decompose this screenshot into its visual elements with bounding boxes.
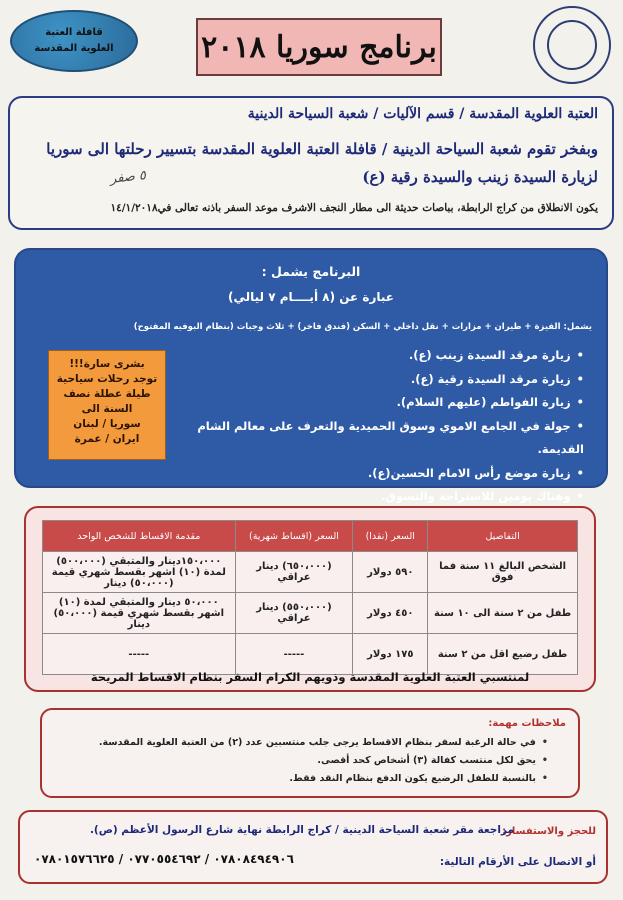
table-cell: ----- <box>43 634 236 675</box>
announcement-line: توجد رحلات سياحية <box>56 373 158 385</box>
program-includes: يشمل: الفيزة + طيران + مزارات + نقل داخلي + السكن (فندق فاخر) + ثلاث وجبات (بنظام البوفيه المفتوح) <box>133 322 592 332</box>
list-item: • زيارة مرقد السيدة زينب (ع). <box>174 344 584 368</box>
announcement-line: ايران / عمرة <box>74 433 140 445</box>
intro-announcement: وبفخر تقوم شعبة السياحة الدينية / قافلة العتبة العلوية المقدسة بتسيير رحلتها الى سوريا <box>46 140 598 158</box>
list-item: • جولة في الجامع الاموي وسوق الحميدية والتعرف على معالم الشام القديمة. <box>174 415 584 462</box>
list-item: • يحق لكل منتسب كفالة (٣) أشخاص كحد أقصى. <box>58 752 548 770</box>
list-item: • زيارة موضع رأس الامام الحسين(ع). <box>174 462 584 486</box>
handwritten-note: ٥ صفر <box>109 168 147 187</box>
booking-address: مراجعة مقر شعبة السياحة الدينية / كراج الرابطة نهاية شارع الرسول الأعظم (ص). <box>89 824 514 836</box>
list-item: • في حالة الرغبة لسفر بنظام الاقساط يرجى جلب منتسبين عدد (٢) من العتبة العلوية المقدسة. <box>58 734 548 752</box>
booking-label: للحجز والاستفسار: <box>502 826 596 837</box>
announcement-line: طيلة عطلة نصف <box>63 388 151 400</box>
phones-label: أو الاتصال على الأرقام التالية: <box>439 856 596 868</box>
list-item: • بالنسبة للطفل الرضيع يكون الدفع بنظام النقد فقط. <box>58 770 548 788</box>
table-cell: الشخص البالغ ١١ سنة فما فوق <box>428 552 578 593</box>
important-notes-box <box>40 708 580 798</box>
table-row <box>43 634 578 675</box>
table-cell: طفل رضيع اقل من ٢ سنة <box>428 634 578 675</box>
program-box <box>14 248 608 503</box>
announcement-line: بشرى سارة!!! <box>69 358 145 370</box>
table-cell: ٥٩٠ دولار <box>353 552 428 593</box>
intro-department: العتبة العلوية المقدسة / قسم الآليات / شعبة السياحة الدينية <box>247 106 598 122</box>
pricing-box <box>24 506 596 692</box>
table-cell: (٥٥٠،٠٠٠) دينار عراقي <box>235 593 353 634</box>
intro-visit: لزيارة السيدة زينب والسيدة رقية (ع) <box>362 168 598 186</box>
column-header: التفاصيل <box>428 521 578 552</box>
column-header: السعر (اقساط شهرية) <box>235 521 353 552</box>
table-cell: طفل من ٢ سنة الى ١٠ سنة <box>428 593 578 634</box>
column-header: السعر (نقدا) <box>353 521 428 552</box>
table-cell: ----- <box>235 634 353 675</box>
list-item: • زيارة مرقد السيدة رقية (ع). <box>174 368 584 392</box>
announcement-line: سوريا / لبنان <box>73 418 141 430</box>
installment-note: لمنتسبي العتبة العلوية المقدسة وذويهم الكرام السفر بنظام الاقساط المريحة <box>90 670 530 684</box>
table-row <box>43 593 578 634</box>
column-header: مقدمة الاقساط للشخص الواحد <box>43 521 236 552</box>
program-heading: البرنامج يشمل : <box>261 264 361 279</box>
good-news-box <box>48 350 166 460</box>
flyer-title: برنامج سوريا ٢٠١٨ <box>196 18 442 76</box>
notes-list <box>58 734 548 788</box>
caravan-badge <box>10 10 138 72</box>
table-cell: ١٥٠،٠٠٠دينار والمتبقي (٥٠٠،٠٠٠) لمدة (١٠) اشهر بقسط شهري قيمة (٥٠،٠٠٠) دينار <box>43 552 236 593</box>
booking-box <box>18 810 608 884</box>
intro-departure: يكون الانطلاق من كراج الرابطة، بباصات حديثة الى مطار النجف الاشرف موعد السفر باذنه تعالى في١٤/١/٢٠١٨ <box>110 202 598 214</box>
shrine-seal-logo <box>533 6 611 84</box>
program-list <box>174 344 584 509</box>
table-cell: (٦٥٠،٠٠٠) دينار عراقي <box>235 552 353 593</box>
announcement-line: السنة الى <box>81 403 133 415</box>
table-cell: ١٧٥ دولار <box>353 634 428 675</box>
list-item: • زيارة الفواطم (عليهم السلام). <box>174 391 584 415</box>
list-item: • وهناك يومين للاستراحة والتسوق. <box>174 485 584 509</box>
notes-title: ملاحظات مهمة: <box>488 718 566 729</box>
badge-line-1: قافلة العتبة <box>45 27 103 38</box>
badge-line-2: العلوية المقدسة <box>34 43 114 54</box>
phone-numbers: ٠٧٨٠٨٤٩٤٩٠٦ / ٠٧٧٠٥٥٤٦٩٢ / ٠٧٨٠١٥٧٦٦٢٥ <box>34 852 294 866</box>
program-duration: عبارة عن (٨ أيــــام ٧ ليالي) <box>228 290 394 304</box>
table-cell: ٤٥٠ دولار <box>353 593 428 634</box>
table-row <box>43 552 578 593</box>
table-cell: ٥٠،٠٠٠ دينار والمتبقي لمدة (١٠) اشهر بقسط شهري قيمة (٥٠،٠٠٠) دينار <box>43 593 236 634</box>
table-header-row <box>43 521 578 552</box>
pricing-table <box>42 520 578 675</box>
intro-box <box>8 96 614 230</box>
